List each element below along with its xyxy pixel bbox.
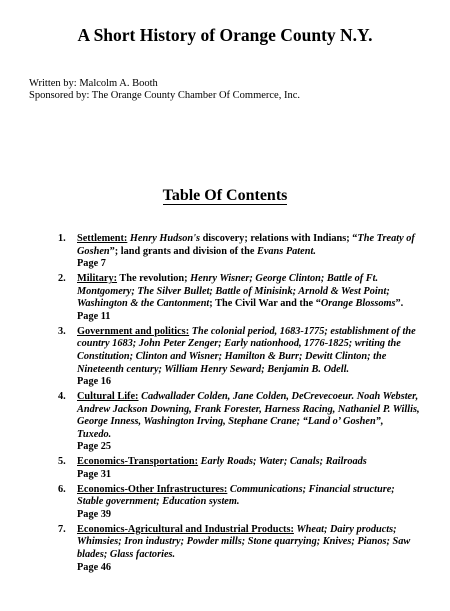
- toc-entry-number: 3.: [58, 325, 66, 337]
- toc-heading: [0, 186, 450, 206]
- toc-entry-description: Evans Patent.: [256, 245, 316, 257]
- toc-entry: [58, 391, 420, 454]
- toc-entry-page: Page 11: [77, 310, 111, 322]
- toc-entry-page: Page 39: [77, 508, 112, 520]
- toc-entry-description: Henry Hudson's: [129, 233, 200, 244]
- toc-list: [58, 233, 420, 577]
- toc-entry-description: Early Roads; Water; Canals; Railroads: [200, 456, 367, 468]
- document-title: A Short History of Orange County N.Y.: [77, 25, 373, 45]
- toc-entry-page: Page 25: [77, 441, 112, 453]
- toc-entry-heading: Government and politics:: [77, 325, 190, 337]
- toc-entry-heading: Military:: [77, 273, 118, 285]
- toc-entry-heading: Settlement:: [77, 233, 128, 244]
- toc-entry-description: ”.: [395, 298, 404, 310]
- toc-entry-page: Page 46: [77, 561, 112, 573]
- author-line: Written by: Malcolm A. Booth: [29, 78, 158, 89]
- toc-entry-description: discovery; relations with Indians; “: [200, 233, 358, 244]
- toc-entry-heading: Economics-Agricultural and Industrial Products:: [77, 523, 294, 535]
- toc-entry-number: 4.: [58, 391, 66, 403]
- toc-heading-text: Table Of Contents: [162, 187, 288, 204]
- toc-entry: [58, 233, 420, 271]
- toc-entry: [58, 524, 420, 574]
- toc-entry-page: Page 31: [77, 468, 112, 480]
- toc-entry: [58, 273, 420, 323]
- toc-entry-description: ; The Civil War and the “: [209, 298, 321, 310]
- toc-entry: [58, 484, 420, 522]
- toc-entry-heading: Economics-Other Infrastructures:: [77, 483, 228, 495]
- toc-entry-description: The revolution;: [117, 273, 191, 285]
- toc-entry-page: Page 7: [77, 258, 106, 270]
- toc-entry-number: 7.: [58, 523, 66, 535]
- sponsor-line: Sponsored by: The Orange County Chamber Of Commerce, Inc.: [29, 90, 300, 101]
- toc-entry-description: ”; land grants and division of the: [109, 245, 257, 257]
- toc-entry: [58, 456, 420, 481]
- toc-entry-description: The colonial period, 1683-1775; establishment of the country 1683; John Peter Zenger; Early nationhood, 1776-1825; writing the Constitution; Clinton and Wisner; Hamilton & Burr; Dewitt Clinton; the Nineteenth century; William Henry Seward; Benjamin B. Odell.: [77, 325, 416, 375]
- toc-entry-number: 1.: [58, 233, 66, 244]
- toc-entry-heading: Economics-Transportation:: [77, 456, 199, 468]
- toc-entry-description: Communications; Financial structure; Stable government; Education system.: [77, 483, 395, 508]
- toc-entry-description: Cadwallader Colden, Jane Colden, DeCrevecoeur. Noah Webster, Andrew Jackson Downing, Frank Forester, Harness Racing, Nathaniel P. Willis, George Inness, Washington Irving, Stephane Crane; “Land o’ Goshen”, Tuxedo.: [77, 391, 420, 440]
- toc-entry-number: 2.: [58, 273, 66, 285]
- toc-entry: [58, 326, 420, 389]
- toc-entry-page: Page 16: [77, 376, 112, 388]
- toc-entry-heading: Cultural Life:: [77, 391, 139, 403]
- toc-entry-description: Henry Wisner; George Clinton; Battle of Ft. Montgomery; The Silver Bullet; Battle of Minisink; Arnold & West Point; Washington & the Cantonment: [77, 273, 390, 310]
- toc-entry-number: 6.: [58, 483, 66, 495]
- toc-entry-description: The Treaty of Goshen: [77, 233, 415, 257]
- toc-entry-description: Orange Blossoms: [320, 298, 396, 310]
- toc-entry-description: Wheat; Dairy products; Whimsies; Iron industry; Powder mills; Stone quarrying; Knives; Pianos; Saw blades; Glass factories.: [77, 523, 411, 561]
- toc-entry-number: 5.: [58, 456, 66, 468]
